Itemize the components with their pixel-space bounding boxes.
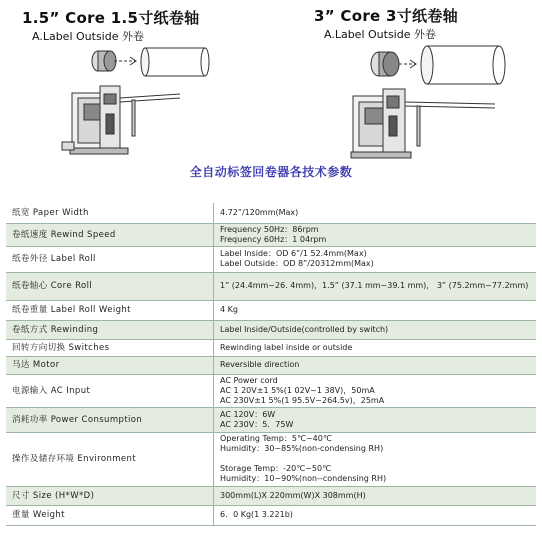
spec-value-line: AC 1 20V±1 5%(1 02V~1 38V)，50mA (220, 385, 375, 395)
spec-value-line: Label Inside/Outside(controlled by switch) (220, 324, 389, 334)
spec-row (6, 339, 536, 356)
spec-label: 操作及储存环境 Environment (6, 432, 214, 486)
spec-row (6, 407, 536, 432)
spec-value (214, 300, 537, 320)
spec-label: 卷纸方式 Rewinding (6, 320, 214, 339)
spec-value-line: 1” (24.4mm~26. 4mm)，1.5” (37.1 mm~39.1 mm)， 3” (75.2mm~77.2mm) (220, 281, 529, 290)
spec-value (214, 339, 537, 356)
spec-value-line: Humidity：10~90%(non--condensing RH) (220, 474, 387, 483)
spec-value-line: Rewinding label inside or outside (220, 342, 353, 352)
spec-value (214, 407, 537, 432)
spec-label: 纸卷重量 Label Roll Weight (6, 300, 214, 320)
spec-value-line: Operating Temp：5℃~40℃ (220, 434, 332, 443)
spec-row (6, 272, 536, 300)
spec-value (214, 320, 537, 339)
spec-value-line: AC Power cord (220, 375, 278, 385)
spec-label: 纸卷轴心 Core Roll (6, 272, 214, 300)
spec-row (6, 300, 536, 320)
spec-label: 消耗功率 Power Consumption (6, 407, 214, 432)
spec-value (214, 486, 537, 505)
spec-value-line: Label Inside：OD 6”/1 52.4mm(Max) (220, 249, 367, 258)
right-core-subtitle: A.Label Outside 外卷 (324, 28, 436, 41)
spec-label: 纸宽 Paper Width (6, 203, 214, 223)
spec-value (214, 374, 537, 407)
spec-value-line: 6．0 Kg(1 3.221b) (220, 510, 293, 519)
spec-value-line: AC 120V：6W (220, 409, 276, 419)
spec-label: 纸卷外径 Label Roll (6, 246, 214, 272)
spec-value (214, 223, 537, 246)
spec-row (6, 505, 536, 525)
spec-value-line: 4.72”/120mm(Max) (220, 207, 299, 217)
right-core-title: 3” Core 3寸纸卷轴 (314, 7, 458, 25)
spec-value (214, 505, 537, 525)
spec-label: 回转方向切换 Switches (6, 339, 214, 356)
spec-row (6, 432, 536, 486)
spec-value-line: Reversible direction (220, 360, 300, 369)
spec-label: 马达 Motor (6, 356, 214, 374)
spec-row (6, 246, 536, 272)
spec-value (214, 432, 537, 486)
rewinder-illustration-1-5-core (60, 38, 230, 163)
spec-row (6, 223, 536, 246)
spec-row (6, 320, 536, 339)
spec-label: 卷纸速度 Rewind Speed (6, 223, 214, 246)
spec-value-line: Frequency 60Hz：1 04rpm (220, 234, 327, 244)
spec-label: 尺寸 Size (H*W*D) (6, 486, 214, 505)
section-title: 全自动标签回卷器各技术参数 (189, 165, 353, 179)
spec-table (6, 203, 536, 526)
spec-value-line: Humidity：30~85%(non-condensing RH) (220, 444, 384, 453)
spec-value-line: Frequency 50Hz：86rpm (220, 224, 319, 234)
rewinder-illustration-3-core (345, 34, 515, 164)
spec-value-line: 300mm(L)X 220mm(W)X 308mm(H) (220, 490, 366, 500)
spec-value (214, 356, 537, 374)
spec-row (6, 374, 536, 407)
spec-row (6, 356, 536, 374)
spec-value (214, 203, 537, 223)
spec-value-line: AC 230V±1 5%(1 95.5V~264.5v)，25mA (220, 395, 385, 405)
spec-value-line: 4 Kg (220, 305, 238, 314)
left-core-subtitle: A.Label Outside 外卷 (32, 30, 144, 43)
spec-label: 电源输入 AC Input (6, 374, 214, 407)
spec-row (6, 203, 536, 223)
spec-value-line: Label Outside：OD 8”/20312mm(Max) (220, 259, 374, 268)
spec-value (214, 246, 537, 272)
spec-value-line: Storage Temp：-20℃~50℃ (220, 464, 332, 473)
spec-label: 重量 Weight (6, 505, 214, 525)
spec-row (6, 486, 536, 505)
left-core-title: 1.5” Core 1.5寸纸卷轴 (22, 9, 200, 27)
spec-value (214, 272, 537, 300)
spec-value-line (220, 454, 530, 464)
spec-value-line: AC 230V：5．75W (220, 419, 294, 429)
